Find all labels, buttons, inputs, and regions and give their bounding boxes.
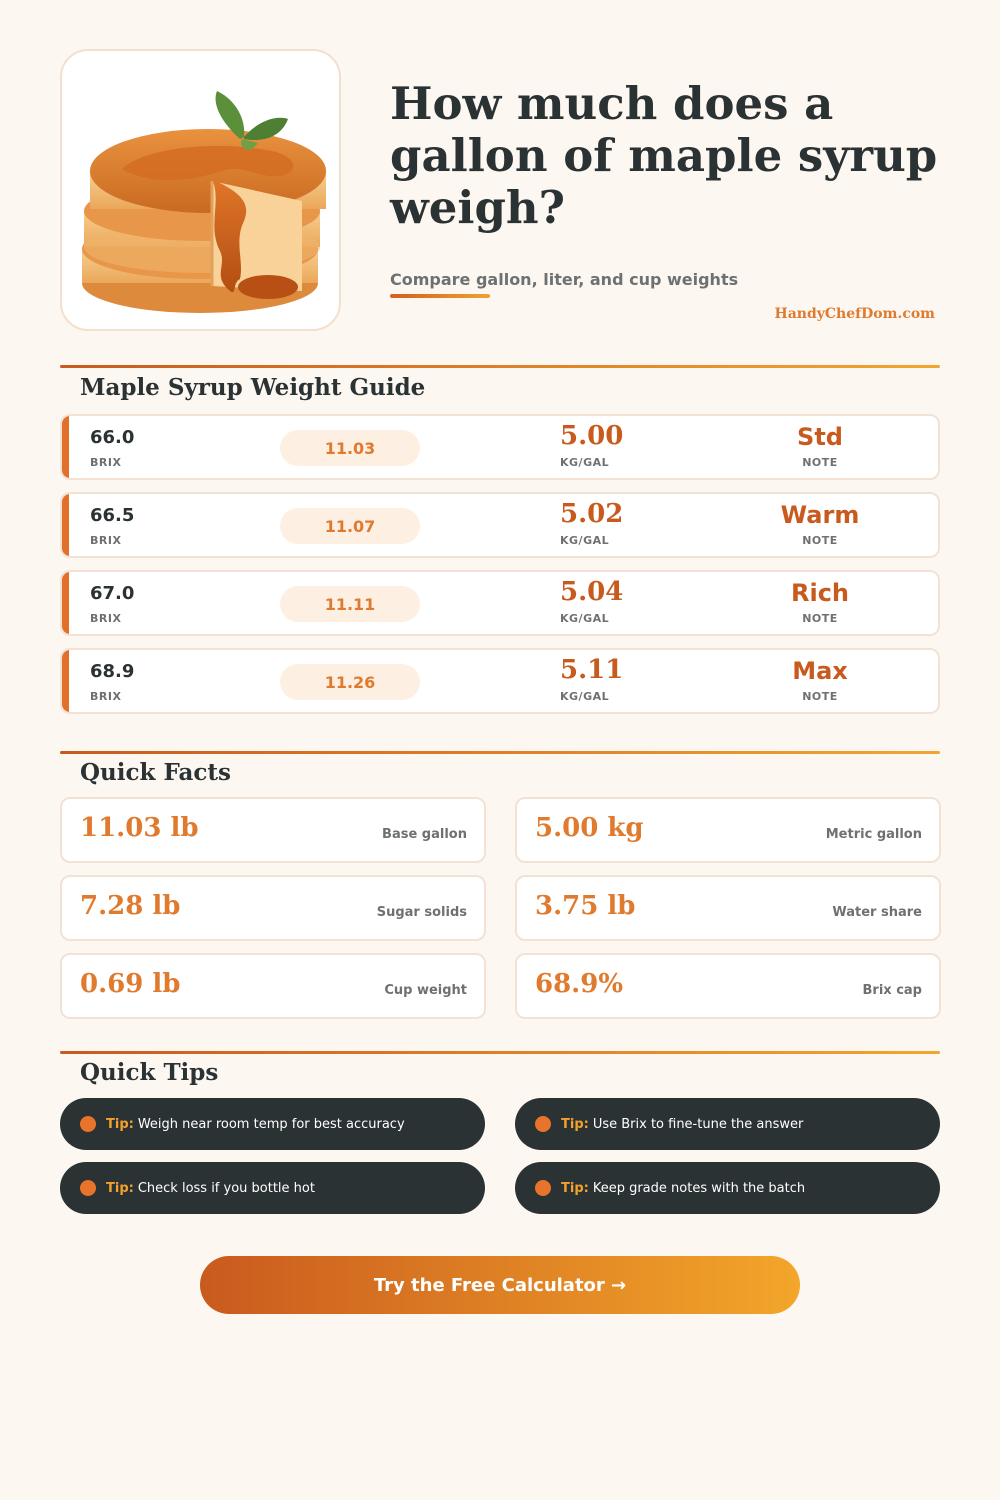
- tip-text: Check loss if you bottle hot: [137, 1180, 315, 1196]
- tip-prefix: Tip:: [106, 1180, 134, 1196]
- tips-section-title: Quick Tips: [80, 1059, 219, 1086]
- tip-dot-icon: [80, 1180, 96, 1196]
- facts-section-title: Quick Facts: [80, 759, 231, 786]
- brix-value: 67.0: [90, 583, 135, 604]
- tip-dot-icon: [535, 1180, 551, 1196]
- fact-label: Brix cap: [862, 983, 922, 998]
- brix-value: 66.5: [90, 505, 135, 526]
- fact-value: 5.00 kg: [535, 813, 644, 843]
- brand-link[interactable]: HandyChefDom.com: [774, 306, 935, 322]
- fact-label: Base gallon: [382, 827, 467, 842]
- row-accent-bar: [62, 494, 69, 556]
- fact-card: [515, 875, 941, 941]
- tip-prefix: Tip:: [561, 1180, 589, 1196]
- lb-per-gallon-pill: 11.07: [280, 508, 420, 544]
- tip-prefix: Tip:: [106, 1116, 134, 1132]
- kg-label: KG/GAL: [560, 456, 610, 469]
- tip-pill: [60, 1098, 485, 1150]
- brix-label: BRIX: [90, 612, 122, 625]
- note-value: Std: [797, 423, 843, 451]
- tip-dot-icon: [80, 1116, 96, 1132]
- kg-per-gallon-value: 5.02: [560, 499, 624, 529]
- section-divider: [60, 365, 940, 368]
- tip-pill: [515, 1098, 940, 1150]
- note-value: Rich: [790, 579, 850, 607]
- guide-row: [60, 648, 940, 714]
- guide-section-title: Maple Syrup Weight Guide: [80, 374, 426, 401]
- kg-label: KG/GAL: [560, 690, 610, 703]
- row-accent-bar: [62, 416, 69, 478]
- fact-value: 3.75 lb: [535, 891, 636, 921]
- brix-label: BRIX: [90, 690, 122, 703]
- subtitle-underline: [390, 294, 490, 298]
- section-divider: [60, 751, 940, 754]
- note-label: NOTE: [802, 534, 838, 547]
- note-label: NOTE: [802, 456, 838, 469]
- kg-per-gallon-value: 5.11: [560, 655, 624, 685]
- note-value: Warm: [780, 501, 860, 529]
- tip-pill: [515, 1162, 940, 1214]
- kg-label: KG/GAL: [560, 534, 610, 547]
- fact-value: 11.03 lb: [80, 813, 199, 843]
- fact-label: Metric gallon: [825, 827, 922, 842]
- section-divider: [60, 1051, 940, 1054]
- fact-value: 7.28 lb: [80, 891, 181, 921]
- row-accent-bar: [62, 572, 69, 634]
- fact-card: [60, 953, 486, 1019]
- fact-value: 68.9%: [535, 969, 624, 999]
- page-subtitle: Compare gallon, liter, and cup weights: [390, 270, 739, 289]
- row-accent-bar: [62, 650, 69, 712]
- tip-text: Keep grade notes with the batch: [592, 1180, 806, 1196]
- lb-per-gallon-pill: 11.11: [280, 586, 420, 622]
- fact-card: [515, 797, 941, 863]
- page-title: How much does a gallon of maple syrup weigh?: [390, 77, 938, 234]
- brix-value: 66.0: [90, 427, 135, 448]
- pancake-stack-image: [62, 51, 341, 331]
- tip-dot-icon: [535, 1116, 551, 1132]
- free-calculator-button[interactable]: Try the Free Calculator →: [200, 1256, 800, 1314]
- kg-label: KG/GAL: [560, 612, 610, 625]
- note-label: NOTE: [802, 612, 838, 625]
- guide-row: [60, 414, 940, 480]
- lb-per-gallon-pill: 11.03: [280, 430, 420, 466]
- hero-image-card: [60, 49, 341, 331]
- lb-per-gallon-pill: 11.26: [280, 664, 420, 700]
- note-label: NOTE: [802, 690, 838, 703]
- fact-card: [60, 797, 486, 863]
- tip-text: Weigh near room temp for best accuracy: [137, 1116, 405, 1132]
- guide-row: [60, 492, 940, 558]
- guide-row: [60, 570, 940, 636]
- tip-text: Use Brix to fine-tune the answer: [592, 1116, 804, 1132]
- brix-value: 68.9: [90, 661, 135, 682]
- tip-prefix: Tip:: [561, 1116, 589, 1132]
- fact-card: [60, 875, 486, 941]
- brix-label: BRIX: [90, 534, 122, 547]
- kg-per-gallon-value: 5.00: [560, 421, 624, 451]
- fact-label: Cup weight: [384, 983, 467, 998]
- kg-per-gallon-value: 5.04: [560, 577, 624, 607]
- fact-value: 0.69 lb: [80, 969, 181, 999]
- note-value: Max: [792, 657, 848, 685]
- tip-pill: [60, 1162, 485, 1214]
- fact-label: Water share: [832, 905, 922, 920]
- brix-label: BRIX: [90, 456, 122, 469]
- fact-label: Sugar solids: [376, 905, 467, 920]
- fact-card: [515, 953, 941, 1019]
